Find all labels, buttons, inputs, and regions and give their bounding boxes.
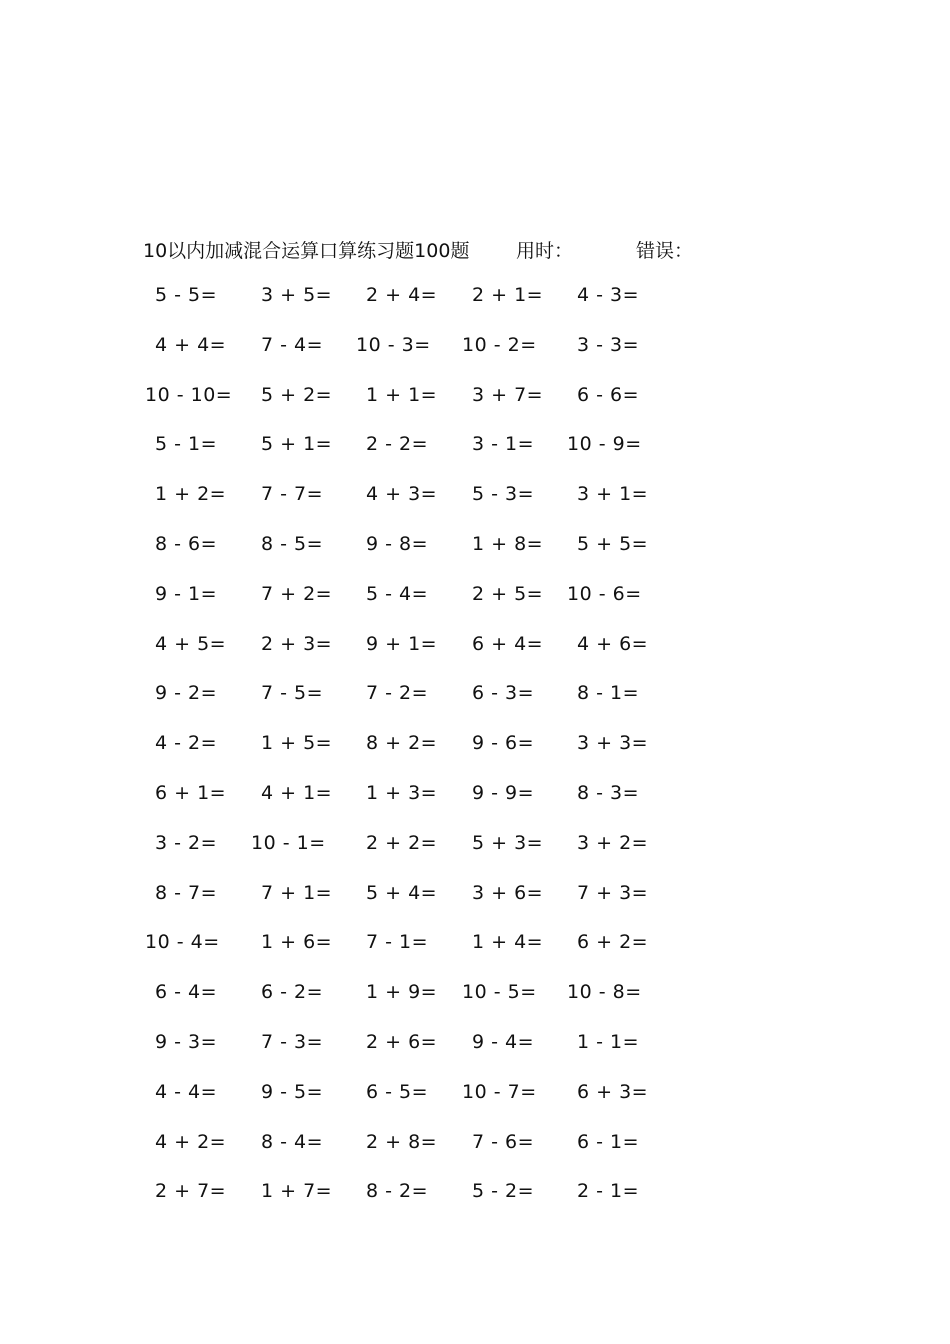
problem-row	[0, 384, 950, 434]
math-problem: 2 - 1=	[577, 1180, 640, 1203]
math-problem: 2 + 7=	[155, 1180, 227, 1203]
math-problem: 8 + 2=	[366, 732, 438, 755]
problem-row	[0, 732, 950, 782]
math-problem: 7 + 1=	[261, 881, 333, 904]
math-problem: 4 + 6=	[577, 632, 649, 655]
problem-row	[0, 1131, 950, 1181]
problem-row	[0, 981, 950, 1031]
math-problem: 6 + 4=	[472, 632, 544, 655]
problem-row	[0, 1180, 950, 1230]
math-problem: 10 - 8=	[567, 981, 642, 1004]
math-problem: 9 - 9=	[472, 781, 535, 804]
math-problem: 7 + 3=	[577, 881, 649, 904]
math-problem: 9 - 1=	[155, 582, 218, 605]
time-used-label: 用时：	[516, 240, 574, 262]
math-problem: 2 + 3=	[261, 632, 333, 655]
math-problem: 5 - 3=	[472, 483, 535, 506]
math-problem: 1 + 4=	[472, 931, 544, 954]
math-problem: 3 + 1=	[577, 483, 649, 506]
math-problem: 2 + 4=	[366, 284, 438, 306]
math-problem: 6 - 1=	[577, 1130, 640, 1153]
problem-row	[0, 284, 950, 334]
math-problem: 1 + 9=	[366, 981, 438, 1004]
math-problem: 10 - 5=	[462, 981, 537, 1004]
math-problem: 1 + 6=	[261, 931, 333, 954]
math-problem: 3 + 6=	[472, 881, 544, 904]
math-problem: 1 + 5=	[261, 732, 333, 755]
math-problem: 9 + 1=	[366, 632, 438, 655]
math-problem: 3 + 3=	[577, 732, 649, 755]
math-problem: 7 - 4=	[261, 333, 324, 356]
math-problem: 8 - 7=	[155, 881, 218, 904]
math-problem: 7 - 2=	[366, 682, 429, 705]
math-problem: 3 - 1=	[472, 433, 535, 456]
math-problem: 8 - 2=	[366, 1180, 429, 1203]
problem-row	[0, 782, 950, 832]
math-problem: 7 + 2=	[261, 582, 333, 605]
math-problem: 9 - 3=	[155, 1030, 218, 1053]
math-problem: 6 - 2=	[261, 981, 324, 1004]
math-problem: 4 - 3=	[577, 284, 640, 306]
math-problem: 10 - 6=	[567, 582, 642, 605]
math-problem: 8 - 4=	[261, 1130, 324, 1153]
problem-row	[0, 533, 950, 583]
math-problem: 4 + 1=	[261, 781, 333, 804]
math-problem: 3 + 2=	[577, 831, 649, 854]
problem-row	[0, 433, 950, 483]
math-problem: 10 - 3=	[356, 333, 431, 356]
math-problem: 5 + 3=	[472, 831, 544, 854]
math-problem: 7 - 5=	[261, 682, 324, 705]
math-problem: 3 - 3=	[577, 333, 640, 356]
math-problem: 4 - 2=	[155, 732, 218, 755]
math-problem: 10 - 7=	[462, 1080, 537, 1103]
math-problem: 2 + 2=	[366, 831, 438, 854]
math-problem: 3 - 2=	[155, 831, 218, 854]
math-problem: 9 - 8=	[366, 532, 429, 555]
math-problem: 5 + 1=	[261, 433, 333, 456]
math-problem: 6 - 6=	[577, 383, 640, 406]
math-problem: 5 - 5=	[155, 284, 218, 306]
math-problem: 10 - 1=	[251, 831, 326, 854]
problem-row	[0, 832, 950, 882]
math-problem: 9 - 4=	[472, 1030, 535, 1053]
math-problem: 4 + 5=	[155, 632, 227, 655]
math-problem: 7 - 1=	[366, 931, 429, 954]
math-problem: 1 + 7=	[261, 1180, 333, 1203]
problem-row	[0, 1031, 950, 1081]
problem-grid	[0, 284, 950, 1230]
math-problem: 6 - 4=	[155, 981, 218, 1004]
problem-row	[0, 682, 950, 732]
math-problem: 2 + 8=	[366, 1130, 438, 1153]
math-problem: 2 + 5=	[472, 582, 544, 605]
math-problem: 3 + 7=	[472, 383, 544, 406]
math-problem: 5 - 2=	[472, 1180, 535, 1203]
math-problem: 7 - 3=	[261, 1030, 324, 1053]
math-problem: 1 + 1=	[366, 383, 438, 406]
math-problem: 4 + 2=	[155, 1130, 227, 1153]
math-problem: 4 + 4=	[155, 333, 227, 356]
math-problem: 6 + 1=	[155, 781, 227, 804]
math-problem: 1 + 2=	[155, 483, 227, 506]
math-problem: 8 - 6=	[155, 532, 218, 555]
problem-row	[0, 882, 950, 932]
problem-row	[0, 583, 950, 633]
math-problem: 5 + 4=	[366, 881, 438, 904]
math-problem: 5 + 2=	[261, 383, 333, 406]
math-problem: 8 - 3=	[577, 781, 640, 804]
problem-row	[0, 483, 950, 533]
math-problem: 8 - 5=	[261, 532, 324, 555]
math-problem: 10 - 9=	[567, 433, 642, 456]
math-problem: 2 + 6=	[366, 1030, 438, 1053]
math-problem: 6 + 2=	[577, 931, 649, 954]
math-problem: 9 - 6=	[472, 732, 535, 755]
math-problem: 2 - 2=	[366, 433, 429, 456]
math-problem: 10 - 2=	[462, 333, 537, 356]
math-problem: 6 + 3=	[577, 1080, 649, 1103]
math-problem: 8 - 1=	[577, 682, 640, 705]
problem-row	[0, 1081, 950, 1131]
math-problem: 4 + 3=	[366, 483, 438, 506]
math-problem: 10 - 10=	[145, 383, 233, 406]
math-problem: 5 + 5=	[577, 532, 649, 555]
worksheet-title: 10以内加减混合运算口算练习题100题	[143, 240, 470, 262]
math-problem: 5 - 4=	[366, 582, 429, 605]
math-problem: 6 - 5=	[366, 1080, 429, 1103]
math-problem: 1 + 3=	[366, 781, 438, 804]
math-problem: 3 + 5=	[261, 284, 333, 306]
math-problem: 2 + 1=	[472, 284, 544, 306]
math-problem: 7 - 6=	[472, 1130, 535, 1153]
problem-row	[0, 334, 950, 384]
problem-row	[0, 633, 950, 683]
math-problem: 1 - 1=	[577, 1030, 640, 1053]
problem-row	[0, 931, 950, 981]
math-problem: 4 - 4=	[155, 1080, 218, 1103]
math-problem: 9 - 2=	[155, 682, 218, 705]
math-problem: 5 - 1=	[155, 433, 218, 456]
errors-label: 错误：	[636, 240, 694, 262]
math-problem: 7 - 7=	[261, 483, 324, 506]
math-problem: 6 - 3=	[472, 682, 535, 705]
math-problem: 9 - 5=	[261, 1080, 324, 1103]
math-problem: 10 - 4=	[145, 931, 220, 954]
math-problem: 1 + 8=	[472, 532, 544, 555]
